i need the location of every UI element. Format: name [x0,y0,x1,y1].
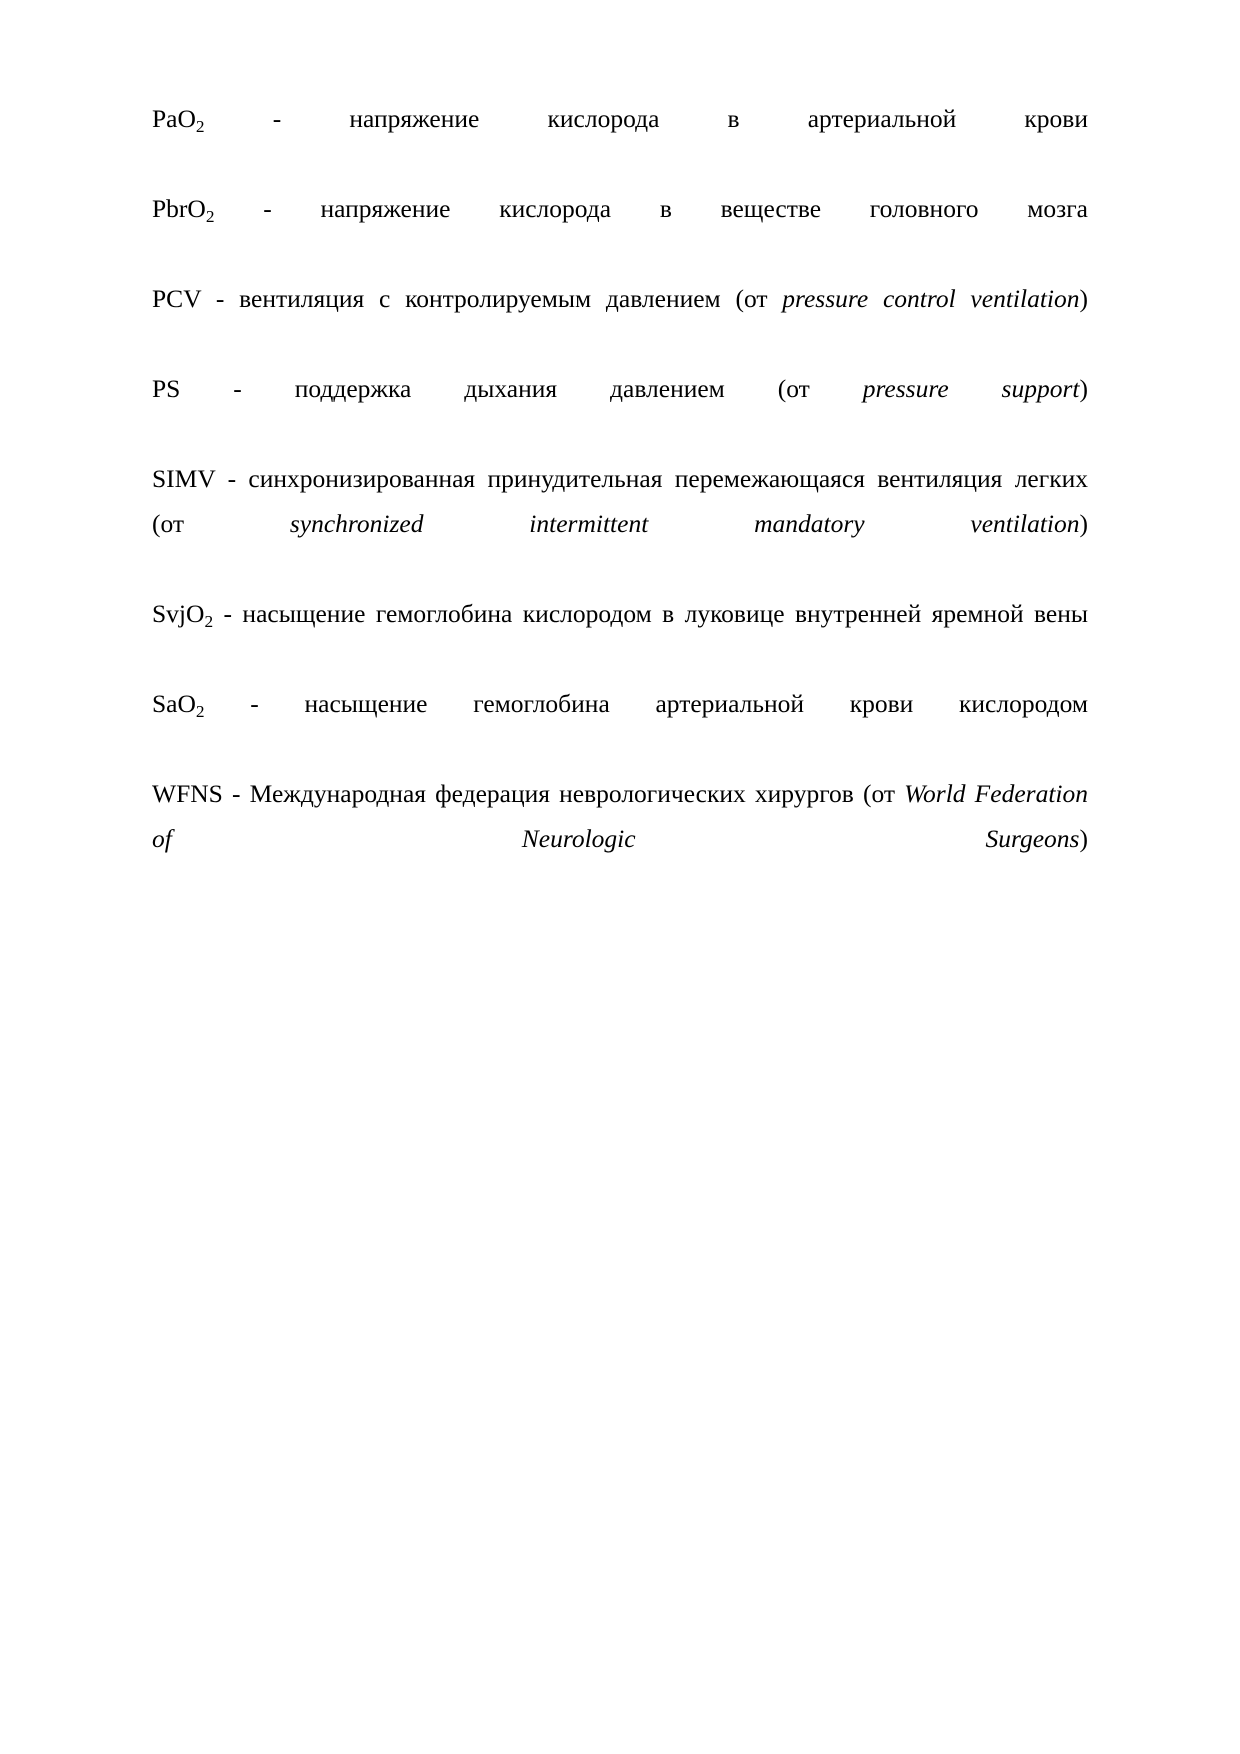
abbreviation-definition: - напряжение кислорода в артериальной крови [204,104,1088,133]
abbreviation-definition: - Международная федерация неврологических хирургов (от [222,779,905,808]
abbreviation-definition: - синхронизированная принудительная перемежающаяся вентиляция легких (от [152,464,1088,538]
definition-tail: ) [1079,824,1088,853]
abbreviation-entry [152,366,1088,456]
abbreviation-subscript: 2 [195,116,205,136]
abbreviation-term: SIMV [152,464,216,493]
abbreviation-definition: - напряжение кислорода в веществе головного мозга [214,194,1088,223]
latin-source-term: synchronized intermittent mandatory ventilation [289,509,1080,538]
abbreviation-entry [152,681,1088,771]
abbreviation-entry [152,456,1088,591]
abbreviation-definition: - поддержка дыхания давлением (от [180,374,863,403]
abbreviation-subscript: 2 [204,611,214,631]
abbreviation-entry [152,591,1088,681]
abbreviation-subscript: 2 [205,206,215,226]
abbreviation-definition: - насыщение гемоглобина артериальной крови кислородом [204,689,1088,718]
abbreviation-definition: - насыщение гемоглобина кислородом в луковице внутренней яремной вены [213,599,1088,628]
abbreviation-term: SaO$_2$ [152,689,205,721]
abbreviation-term: PCV [152,284,202,313]
definition-tail: ) [1079,509,1088,538]
latin-source-term: pressure control ventilation [782,284,1080,313]
abbreviation-term: PS [152,374,181,403]
abbreviation-list [152,96,1088,906]
abbreviation-entry [152,96,1088,186]
definition-tail: ) [1079,284,1088,313]
abbreviation-entry [152,276,1088,366]
latin-source-term: World Federation of Neurologic Surgeons [152,779,1088,853]
abbreviation-term: WFNS [152,779,223,808]
abbreviation-term: SvjO$_2$ [152,599,214,631]
abbreviation-subscript: 2 [195,701,205,721]
abbreviation-entry [152,771,1088,906]
abbreviation-term: PbrO$_2$ [152,194,215,226]
latin-source-term: pressure support [862,374,1080,403]
abbreviation-entry [152,186,1088,276]
abbreviation-term: PaO$_2$ [152,104,205,136]
definition-tail: ) [1079,374,1088,403]
abbreviation-definition: - вентиляция с контролируемым давлением (от [201,284,783,313]
